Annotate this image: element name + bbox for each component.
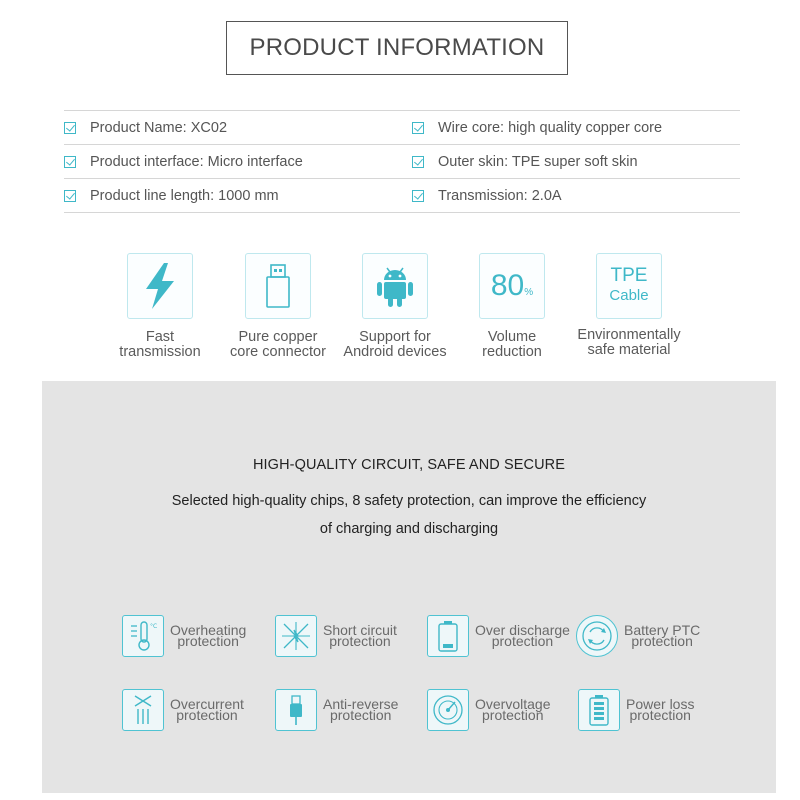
spec-text: Outer skin: TPE super soft skin — [438, 153, 638, 170]
feature-tpe-material — [564, 253, 694, 358]
spec-row — [64, 111, 740, 145]
spec-text: Product interface: Micro interface — [90, 153, 303, 170]
spec-text: Wire core: high quality copper core — [438, 119, 663, 136]
feature-fast-transmission — [95, 253, 225, 360]
feature-label: Pure copper core connector — [230, 329, 326, 360]
battery-ptc-icon — [576, 615, 618, 657]
short-circuit-icon — [275, 615, 317, 657]
protection-label: Over discharge protection — [475, 622, 570, 649]
feature-volume-reduction — [447, 253, 577, 360]
circuit-section — [42, 381, 776, 793]
protection-over-discharge — [427, 613, 570, 659]
power-loss-icon — [578, 689, 620, 731]
title-box — [226, 21, 568, 75]
checkbox-icon — [64, 122, 76, 134]
overcurrent-icon — [122, 689, 164, 731]
feature-label: Environmentally safe material — [577, 327, 681, 358]
spec-cell — [64, 179, 402, 212]
spec-table — [64, 110, 740, 213]
protection-power-loss — [578, 687, 694, 733]
lightning-icon — [127, 253, 193, 319]
usb-connector-icon — [245, 253, 311, 319]
protection-overvoltage — [427, 687, 550, 733]
page-title: PRODUCT INFORMATION — [249, 34, 545, 61]
checkbox-icon — [412, 122, 424, 134]
checkbox-icon — [64, 156, 76, 168]
tpe-line1: TPE — [610, 265, 648, 286]
svg-text:°C: °C — [150, 623, 158, 630]
feature-list — [110, 253, 710, 363]
protection-label: Power loss protection — [626, 696, 695, 723]
feature-label: Fast transmission — [119, 329, 201, 360]
protection-label: Overvoltage protection — [475, 696, 551, 723]
protection-label: Short circuit protection — [323, 622, 397, 649]
spec-text: Transmission: 2.0A — [438, 187, 562, 204]
protection-anti-reverse — [275, 687, 398, 733]
description-line: of charging and discharging — [319, 521, 499, 537]
spec-cell — [402, 111, 740, 144]
spec-cell — [64, 111, 402, 144]
checkbox-icon — [64, 190, 76, 202]
protection-short-circuit — [275, 613, 397, 659]
android-icon — [362, 253, 428, 319]
section-title: HIGH-QUALITY CIRCUIT, SAFE AND SECURE — [252, 457, 565, 473]
spec-row — [64, 179, 740, 213]
feature-label: Volume reduction — [482, 329, 542, 360]
thermometer-icon — [122, 615, 164, 657]
tpe-line2: Cable — [609, 287, 649, 304]
protection-label: Overcurrent protection — [170, 696, 244, 723]
spec-text: Product Name: XC02 — [90, 119, 228, 136]
battery-discharge-icon — [427, 615, 469, 657]
protection-overcurrent — [122, 687, 244, 733]
overvoltage-icon — [427, 689, 469, 731]
volume-value: 80 — [490, 269, 525, 302]
protection-label: Anti-reverse protection — [323, 696, 399, 723]
spec-row — [64, 145, 740, 179]
protection-label: Battery PTC protection — [624, 622, 701, 649]
section-description — [42, 487, 776, 543]
spec-cell — [402, 179, 740, 212]
tpe-cable-icon — [596, 253, 662, 319]
spec-cell — [402, 145, 740, 178]
checkbox-icon — [412, 156, 424, 168]
spec-text: Product line length: 1000 mm — [90, 187, 279, 204]
anti-reverse-icon — [275, 689, 317, 731]
spec-cell — [64, 145, 402, 178]
checkbox-icon — [412, 190, 424, 202]
feature-android-support — [330, 253, 460, 360]
volume-80-icon — [479, 253, 545, 319]
description-line: Selected high-quality chips, 8 safety protection, can improve the efficiency — [171, 493, 647, 509]
volume-unit: % — [524, 287, 534, 298]
protection-overheating — [122, 613, 246, 659]
feature-label: Support for Android devices — [343, 329, 447, 360]
protection-battery-ptc — [576, 613, 700, 659]
feature-copper-connector — [213, 253, 343, 360]
protection-label: Overheating protection — [170, 622, 247, 649]
